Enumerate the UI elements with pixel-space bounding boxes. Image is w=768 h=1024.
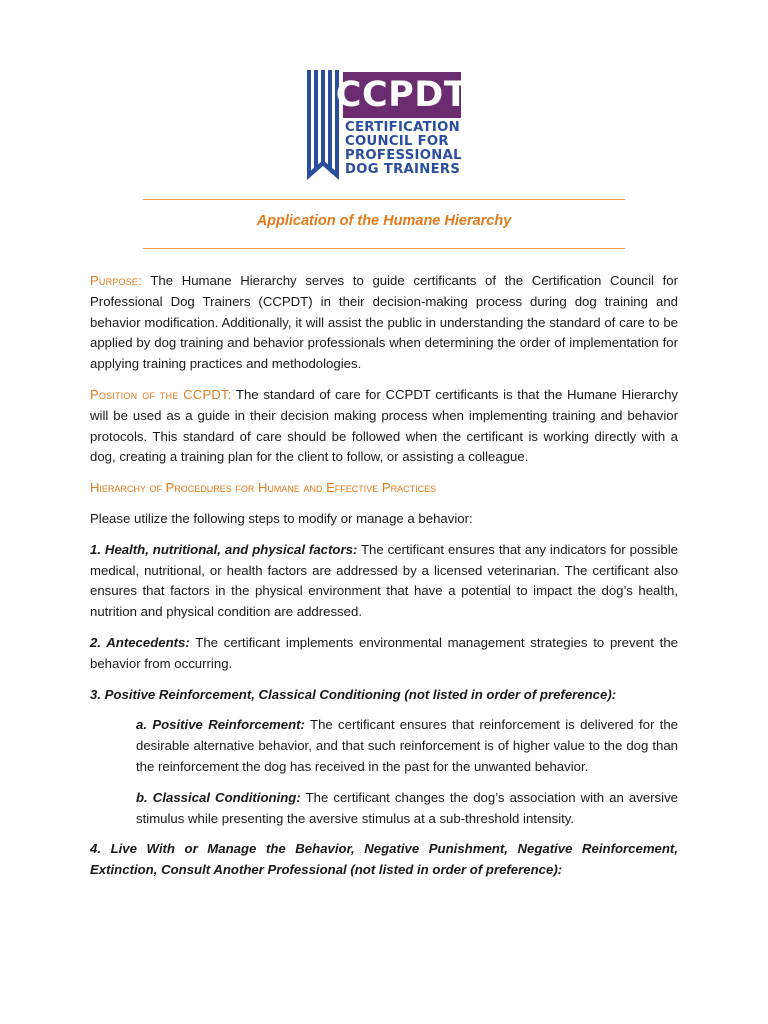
step-2 (90, 633, 678, 675)
logo-acronym: CCPDT (335, 75, 469, 115)
step-text: The certificant changes the dog’s association with an aversive stimulus while presenting the aversive stimulus at a sub-threshold intensity. (136, 789, 679, 826)
intro-paragraph: Please utilize the following steps to modify or manage a behavior: (90, 510, 473, 526)
document-body (90, 271, 678, 891)
bottom-divider (143, 248, 625, 249)
position-paragraph (90, 385, 678, 468)
step-label: 3. Positive Reinforcement, Classical Conditioning (not listed in order of preference): (90, 686, 617, 702)
logo-line: COUNCIL FOR (345, 134, 449, 149)
step-label: 4. Live With or Manage the Behavior, Negative Punishment, Negative Reinforcement, Extinction, Consult Another Professional (not listed in order of preference): (90, 841, 678, 878)
top-divider (143, 199, 625, 200)
step-text: The certificant ensures that any indicators for possible medical, nutritional, or health factors are addressed by a licensed veterinarian. The certificant also ensures that factors in the physical environment that have a potential to impact the dog’s health, nutrition and physical condition are addressed. (90, 541, 678, 620)
purpose-paragraph (90, 271, 678, 375)
hierarchy-heading: Hierarchy of Procedures for Humane and Effective Practices (90, 480, 437, 496)
step-4 (90, 839, 678, 881)
logo-line: DOG TRAINERS (345, 162, 461, 177)
step-text: The certificant ensures that reinforcement is delivered for the desirable alternative behavior, and that such reinforcement is of higher value to the dog than the reinforcement the dog has received in the past for the unwanted behavior. (136, 717, 678, 774)
step-1 (90, 540, 678, 623)
ccpdt-logo (305, 70, 467, 180)
logo-acronym-box (335, 72, 469, 118)
step-3a (136, 715, 678, 777)
step-label: 1. Health, nutritional, and physical factors: (90, 541, 358, 557)
document-title: Application of the Humane Hierarchy (256, 213, 512, 229)
purpose-text: The Humane Hierarchy serves to guide certificants of the Certification Council for Professional Dog Trainers (CCPDT) in their decision-making process during dog training and behavior modification. Additionally, it will assist the public in understanding the standard of care to be applied by dog training and behavior professionals when determining the order of implementation for applying training practices and methodologies. (90, 273, 678, 372)
logo-line: PROFESSIONAL (345, 148, 462, 163)
position-text: The standard of care for CCPDT certificants is that the Humane Hierarchy will be used as a guide in their decision making process when implementing training and behavior protocols. This standard of care should be followed when the certificant is working directly with a dog, creating a training plan for the client to follow, or assisting a colleague. (90, 386, 678, 465)
logo-org-name (345, 121, 469, 177)
position-label: Position of the CCPDT: (90, 386, 232, 402)
purpose-label: Purpose: (90, 273, 142, 288)
step-3 (90, 685, 678, 706)
step-label: b. Classical Conditioning: (136, 789, 301, 805)
step-label: 2. Antecedents: (90, 634, 190, 650)
logo-line: CERTIFICATION (345, 120, 460, 135)
step-label: a. Positive Reinforcement: (136, 717, 305, 733)
step-text: The certificant implements environmental management strategies to prevent the behavior from occurring. (90, 634, 678, 671)
step-3b (136, 788, 678, 830)
